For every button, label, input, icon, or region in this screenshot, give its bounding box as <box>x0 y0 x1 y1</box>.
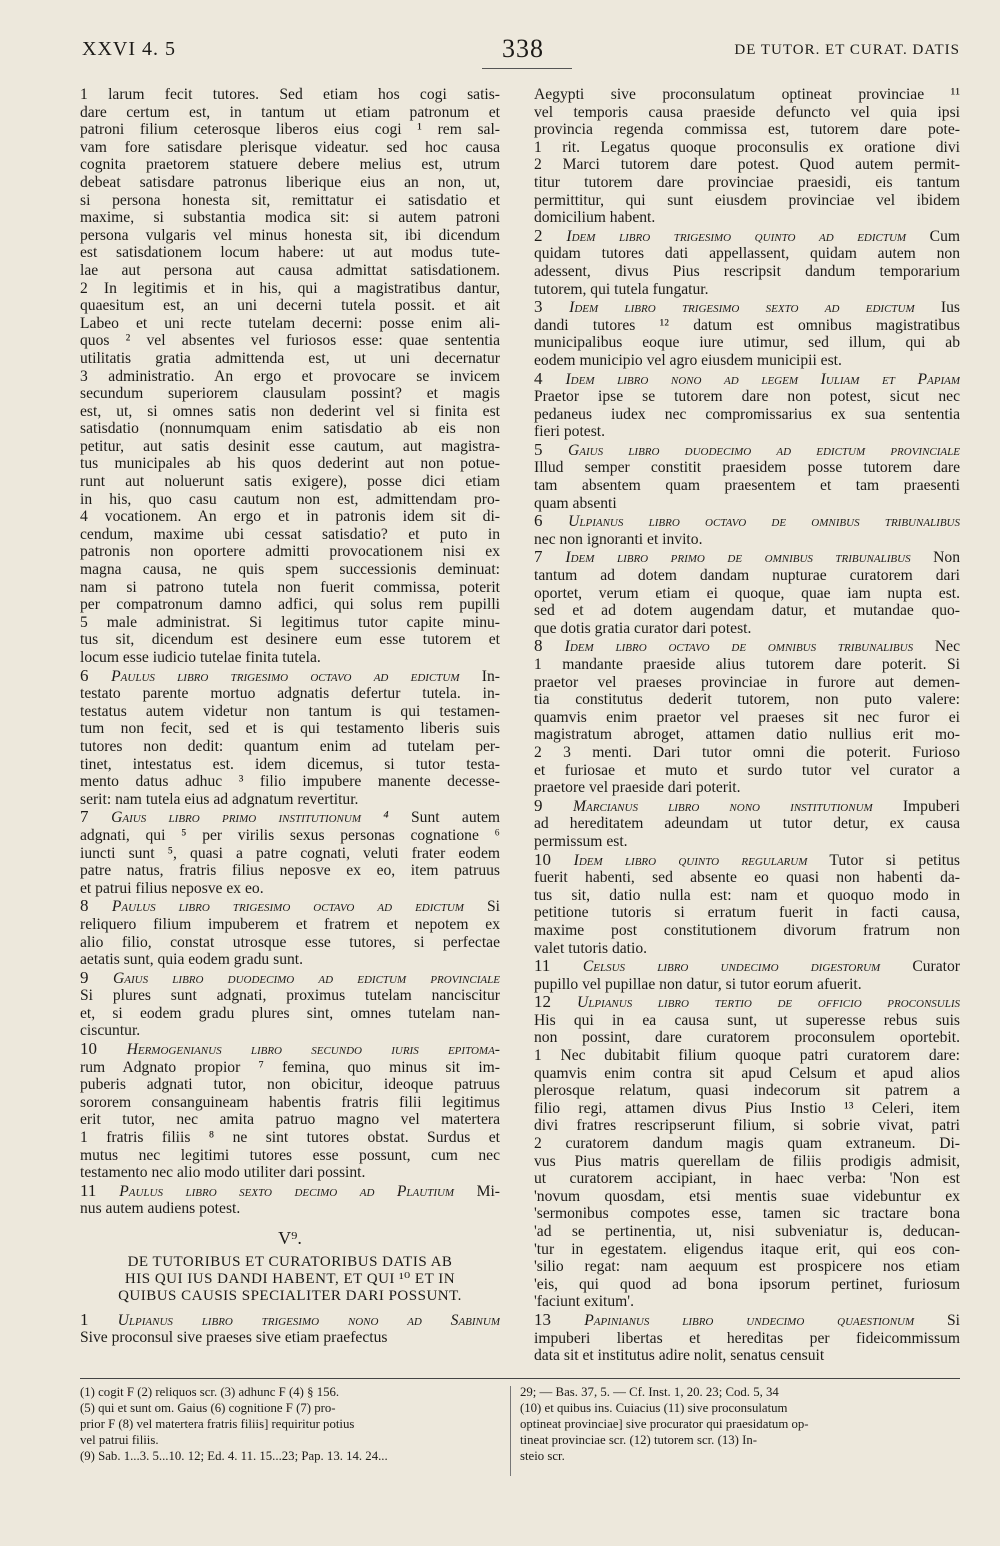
text-line: maxime, si substantia modica sit: si autem patroni <box>80 209 500 227</box>
text-line: Aegypti sive proconsulatum optineat provinciae ¹¹ <box>534 86 960 103</box>
text-line: tantum ad dotem dandam nupturae curatorem dari <box>534 567 960 585</box>
text-line: tum non fecit, sed et is qui testamento liberis suis <box>80 720 500 738</box>
text-line: dandi tutores ¹² datum est omnibus magistratibus <box>534 316 960 334</box>
text-line: non possint, dare curatorem proconsulem oportebit. <box>534 1029 960 1047</box>
running-header <box>82 30 960 70</box>
text-line: tia constitutus dederit tutorem, non puto valere: <box>534 691 960 709</box>
text-line: cognita praetorem statuere debere melius est, utrum <box>80 156 500 174</box>
text-line: Praetor ipse se tutorem dare non potest, sicut nec <box>534 388 960 406</box>
text-line: data sit et institutus adire nolit, senatus censuit <box>534 1347 825 1365</box>
text-line: nus autem audiens potest. <box>80 1200 241 1218</box>
text-line: nec non ignoranti et invito. <box>534 530 703 548</box>
text-line: erit tutor, nec amita patruo magno vel matertera <box>80 1111 500 1129</box>
text-line: vus Pius matris querellam de filiis prodigis admisit, <box>534 1152 960 1170</box>
text-line: lae aut persona aut causa admittat satisdationem. <box>80 261 500 279</box>
fragment-text: Si <box>463 898 500 916</box>
text-line: eodem municipio vel agro eiusdem municipii est. <box>534 351 842 369</box>
section-reference: XXVI 4. 5 <box>82 38 176 60</box>
text-line: oportet, verum etiam ei quoque, quae iam nupta est. <box>534 584 960 602</box>
text-line: utilitatis gratia admittenda est, ut uni decernatur <box>80 349 500 367</box>
text-line: 1 Nec dubitabit filium quoque patri curatorem dare: <box>534 1047 960 1065</box>
footnote-line: tineat provinciae scr. (12) tutorem scr. (13) In- <box>520 1433 758 1447</box>
text-line: ad hereditatem adeundam ut tutor detur, ex causa <box>534 815 960 833</box>
fragment-heading <box>534 851 960 870</box>
fragment-number: 10 <box>534 850 574 869</box>
fragment-heading <box>80 969 500 988</box>
text-line: 2 curatorem dandum magis quam extraneum. Di- <box>534 1135 960 1153</box>
text-line: et, si eodem gradu plures sint, omnes tutelam nan- <box>80 1004 500 1022</box>
text-line: quidam tutores dati appellassent, quidam autem non <box>534 245 960 263</box>
fragment-author: Paulus libro trigesimo octavo ad edictum <box>111 898 464 916</box>
text-line: His qui in ea causa sunt, ut superesse rebus suis <box>534 1011 960 1029</box>
text-line: municipalibus eoque iure utimur, sed illum, qui ab <box>534 334 960 352</box>
text-line: 1 fratris filiis ⁸ ne sint tutores obstat. Surdus et <box>80 1129 500 1147</box>
text-line: vel temporis causa praeside defuncto vel quia ipsi <box>534 103 960 121</box>
fragment-number: 12 <box>534 993 577 1012</box>
text-line: magistratum abroget, attamen datio nullius erit mo- <box>534 726 960 744</box>
text-line: permissum est. <box>534 832 628 850</box>
fragment-heading <box>534 298 960 317</box>
fragment-author: Ulpianus libro octavo de omnibus tribunalibus <box>568 513 960 531</box>
left-column <box>80 86 500 1347</box>
text-line: locum esse iudicio tutelae finita tutela. <box>80 649 321 666</box>
text-line: adessent, divus Pius rescripsit dandum temporarium <box>534 262 960 280</box>
text-line: 2 In legitimis et in his, qui a magistratibus dantur, <box>80 279 500 297</box>
text-line: patroni filium ceterosque liberos eius cogi ¹ rem sal- <box>80 121 500 139</box>
fragment-number: 11 <box>80 1181 120 1200</box>
fragment-heading <box>534 512 960 531</box>
fragment-author: Idem libro trigesimo sexto ad edictum <box>569 299 915 317</box>
fragment-number: 4 <box>534 369 566 388</box>
fragment-author: Gaius libro duodecimo ad edictum provinciale <box>113 969 500 987</box>
text-line: 'tur in egestatem. eligendus itaque erit, qui eos con- <box>534 1240 960 1258</box>
fragment-text: Cum <box>906 227 960 245</box>
header-rule <box>482 68 572 69</box>
title-heading <box>80 1230 500 1305</box>
text-line: Si plures sunt adgnati, proximus tutelam nanciscitur <box>80 987 500 1005</box>
fragment-number: 3 <box>534 298 570 317</box>
text-line: magna causa, ne quis spem successionis deminuat: <box>80 561 500 579</box>
text-line: 1 rit. Legatus quoque proconsulis ex oratione divi <box>534 138 960 156</box>
footnote-line: steio scr. <box>520 1449 565 1463</box>
title-line: DE TUTORIBUS ET CURATORIBUS DATIS AB <box>127 1253 453 1270</box>
text-line: testatus autem videtur non tantum is qui testamen- <box>80 702 500 720</box>
text-line: fieri potest. <box>534 423 606 441</box>
text-line: et furiosae et muto et surdo tutor vel curator a <box>534 761 960 779</box>
text-line: tus sit, dicendum est desinere eum esse tutorem et <box>80 631 500 649</box>
text-line: domicilium habent. <box>534 209 656 227</box>
text-line: persona vulgaris vel minus honesta sit, ibi dicendum <box>80 226 500 244</box>
text-line: patre natus, fratris filius neposve ex eo, item patruus <box>80 862 500 880</box>
text-line: quamvis enim praetor vel praeses sit nec furor ei <box>534 708 960 726</box>
fragment-number: 9 <box>80 968 114 987</box>
text-line: per compatronum damno adfici, qui solus rem pupilli <box>80 596 500 614</box>
footnotes-right <box>520 1384 960 1464</box>
text-line: quos ² vel absentes vel furiosos esse: quae sententia <box>80 332 500 350</box>
fragment-author: Hermogenianus libro secundo iuris epitoma- <box>126 1041 500 1059</box>
fragment-author: Gaius libro primo institutionum ⁴ <box>111 809 389 827</box>
fragment-number: 8 <box>534 637 565 656</box>
text-line: patronis non oportere admitti provocationem nisi ex <box>80 543 500 561</box>
fragment-text: Nec <box>913 638 960 656</box>
text-line: 'ad se pertinentia, ut, nisi subveniatur is, deducan- <box>534 1223 960 1240</box>
text-line: fuerit habenti, sed absente eo quasi non habenti da- <box>534 869 960 887</box>
footnote-line: (9) Sab. 1...3. 5...10. 12; Ed. 4. 11. 15...23; Pap. 13. 14. 24... <box>80 1449 388 1463</box>
text-line: provincia regenda commissa est, tutorem dare pote- <box>534 121 960 139</box>
text-line: pupillo vel pupillae non datur, si tutor eorum afuerit. <box>534 975 862 993</box>
text-line: tus municipales ab his quos dederint aut non potue- <box>80 455 500 473</box>
text-line: petitione tutoris si erratum fuerit in facti causa, <box>534 904 960 922</box>
text-line: maxime post constitutionem divorum fratrum non <box>534 921 960 939</box>
title-line: QUIBUS CAUSIS SPECIALITER DARI POSSUNT. <box>118 1287 462 1304</box>
fragment-author: Gaius libro duodecimo ad edictum provinciale <box>568 441 960 459</box>
text-line: satisdatio (nonnumquam enim satisdatio ab eis non <box>80 420 500 438</box>
text-line: quam absenti <box>534 494 617 512</box>
text-line: quamvis enim contra sit apud Celsum et apud alios <box>534 1064 960 1082</box>
text-line: impuberi libertas et hereditas per fideicommissum <box>534 1329 960 1347</box>
title-line: HIS QUI IUS DANDI HABENT, ET QUI ¹⁰ ET IN <box>124 1270 456 1287</box>
text-line: 1 mandante praeside alius tutorem dare poterit. Si <box>534 656 960 673</box>
text-line: divi fratres rescripserunt filium, si sobrie vivat, patri <box>534 1117 960 1135</box>
fragment-heading <box>534 797 960 816</box>
text-line: 'silio regat: nam aequum est prospicere nos etiam <box>534 1258 960 1276</box>
fragment-number: 8 <box>80 897 112 916</box>
footnote-line: prior F (8) vel matertera fratris filiis] requiritur potius <box>80 1417 355 1431</box>
text-line: que dotis gratia curator dari potest. <box>534 619 752 637</box>
text-line: aetatis sunt, quia eodem gradu sunt. <box>80 951 304 969</box>
text-line: secundum superiorem clausulam possint? et magis <box>80 385 500 403</box>
footnote-line: (1) cogit F (2) reliquos scr. (3) adhunc F (4) § 156. <box>80 1385 340 1399</box>
fragment-author: Ulpianus libro trigesimo nono ad Sabinum <box>117 1311 500 1329</box>
text-line: praetor vel praeses provinciae in furore aut demen- <box>534 673 960 691</box>
text-line: permittitur, qui sunt eiusdem provinciae vel ibidem <box>534 191 960 209</box>
fragment-author: Idem libro nono ad legem Iuliam et Papiam <box>565 370 960 388</box>
text-line: testamento nec alio modo utiliter dari possint. <box>80 1164 366 1182</box>
text-line: 4 vocationem. An ergo et in patronis idem sit di- <box>80 508 500 526</box>
text-line: dare certum est, in tantum ut etiam patronum et <box>80 103 500 121</box>
fragment-number: 9 <box>534 796 574 815</box>
running-title: DE TUTOR. ET CURAT. DATIS <box>734 42 960 58</box>
text-line: si persona honesta sit, remittatur ei satisdatio et <box>80 191 500 209</box>
fragment-heading <box>534 993 960 1012</box>
text-line: mutus nec legitimi tutores esse possunt, cum nec <box>80 1146 500 1164</box>
fragment-author: Idem libro primo de omnibus tribunalibus <box>565 549 911 567</box>
fragment-text: Tutor si petitus <box>807 851 960 869</box>
page-number: 338 <box>502 34 544 63</box>
fragment-heading <box>80 1182 500 1201</box>
fragment-text: Impuberi <box>872 797 960 815</box>
fragment-heading <box>80 808 500 827</box>
fragment-author: Idem libro trigesimo quinto ad edictum <box>566 227 907 245</box>
text-line: 5 male administrat. Si legitimus tutor capite minu- <box>80 613 500 631</box>
footnote-line: 29; — Bas. 37, 5. — Cf. Inst. 1, 20. 23; Cod. 5, 34 <box>520 1385 779 1399</box>
fragment-heading <box>534 957 960 976</box>
footnote-line: vel patrui filiis. <box>80 1433 159 1447</box>
text-line: vam fore satisdare plerisque videatur. sed hoc causa <box>80 138 500 156</box>
fragment-heading <box>534 370 960 389</box>
fragment-text: Sunt autem <box>388 809 500 827</box>
text-line: in his, quo casu cautum non est, admittendam pro- <box>80 490 500 508</box>
fragment-number: 10 <box>80 1040 127 1059</box>
text-line: tam absentem quam praesentem et tam praesenti <box>534 477 960 495</box>
text-line: 'eis, qui quod ad bona ipsorum pertinet, furiosum <box>534 1275 960 1293</box>
fragment-author: Idem libro quinto regularum <box>573 851 808 869</box>
text-line: pedaneus iudex nec compromissarius ex sua sententia <box>534 405 960 423</box>
fragment-number: 6 <box>534 512 569 531</box>
fragment-text: Mi- <box>454 1182 500 1200</box>
fragment-heading <box>80 1040 500 1059</box>
fragment-heading <box>534 227 960 246</box>
fragment-text: Curator <box>880 958 960 976</box>
fragment-heading <box>534 637 960 656</box>
text-line: tutores non dedit: quantum enim ad tutelam per- <box>80 737 500 755</box>
fragment-heading <box>534 1311 960 1330</box>
fragment-author: Papinianus libro undecimo quaestionum <box>584 1311 915 1329</box>
text-line: 1 larum fecit tutores. Sed etiam hos cogi satis- <box>80 86 500 103</box>
text-line: Sive proconsul sive praeses sive etiam praefectus <box>80 1329 388 1347</box>
text-line: petitur, aut satis desinit esse cautum, aut magistra- <box>80 437 500 455</box>
text-line: ut curatorem accipiant, in haec verba: 'Non est <box>534 1170 960 1188</box>
text-line: quaesitum est, an uni decerni tutela possit. et ait <box>80 297 500 315</box>
fragment-heading <box>80 1311 500 1330</box>
text-line: plerosque relatum, quasi indecorum sit patrem a <box>534 1082 960 1100</box>
text-line: runt aut noluerunt satis exigere), posse dici etiam <box>80 473 500 491</box>
footnote-line: (10) et quibus ins. Cuiacius (11) sive proconsulatum <box>520 1401 788 1415</box>
fragment-author: Idem libro octavo de omnibus tribunalibus <box>564 638 914 656</box>
fragment-number: 7 <box>534 548 566 567</box>
text-line: iuncti sunt ⁵, quasi a patre cognati, veluti frater eodem <box>80 844 500 862</box>
fragment-text: Ius <box>914 299 960 317</box>
text-line: debeat satisdare patronus liberique eius an non, ut, <box>80 173 500 191</box>
fragment-number: 7 <box>80 808 112 827</box>
fragment-text: Si <box>914 1311 960 1329</box>
fragment-number: 2 <box>534 226 567 245</box>
text-line: adgnati, qui ⁵ per virilis sexus personas cognatione ⁶ <box>80 826 500 844</box>
text-line: reliquero filium impuberem et fratrem et nepotem ex <box>80 915 500 933</box>
text-line: alio filio, constat utrosque esse tutores, si perfectae <box>80 933 500 951</box>
fragment-author: Ulpianus libro tertio de officio proconsulis <box>576 994 960 1012</box>
fragment-author: Marcianus libro nono institutionum <box>573 797 873 815</box>
fragment-number: 13 <box>534 1310 585 1329</box>
text-line: et patrui filius neposve ex eo. <box>80 879 264 897</box>
text-line: 2 3 menti. Dari tutor omni die poterit. Furioso <box>534 743 960 761</box>
fragment-heading <box>80 667 500 686</box>
footnote-line: (5) qui et sunt om. Gaius (6) cognitione F (7) pro- <box>80 1401 336 1415</box>
fragment-author: Paulus libro trigesimo octavo ad edictum <box>111 667 460 685</box>
fragment-number: 5 <box>534 440 569 459</box>
text-line: 'faciunt exitum'. <box>534 1293 635 1311</box>
text-line: est, ut, si omnes satis non dederint vel si finita est <box>80 402 500 420</box>
fragment-heading <box>534 548 960 567</box>
footnote-divider <box>510 1386 511 1476</box>
fragment-text: Non <box>910 549 960 567</box>
text-line: tus sit, datio nulla est: nam et quoquo modo in <box>534 886 960 904</box>
footnotes-left <box>80 1384 500 1464</box>
text-line: valet tutoris datio. <box>534 939 648 957</box>
text-line: testato parente mortuo adgnatis defertur tutela. in- <box>80 685 500 703</box>
text-line: sororem consanguineam habentis fratris filii legitimus <box>80 1093 500 1111</box>
text-line: est satisdationem locum habere: ut aut modus tute- <box>80 244 500 262</box>
fragment-heading <box>534 441 960 460</box>
text-line: nam si patrono tutela non fuerit commissa, poterit <box>80 578 500 596</box>
text-line: 2 Marci tutorem dare potest. Quod autem permit- <box>534 156 960 174</box>
text-line: puberis adgnati tutor, non obicitur, ideoque patruus <box>80 1076 500 1094</box>
text-line: rum Adgnato propior ⁷ femina, quo minus sit im- <box>80 1058 500 1076</box>
text-line: tutorem, qui tutela fungatur. <box>534 280 709 298</box>
fragment-author: Celsus libro undecimo digestorum <box>582 958 881 976</box>
fragment-text: In- <box>459 667 500 685</box>
text-line: filio regi, attamen divus Pius Instio ¹³ Celeri, item <box>534 1099 960 1117</box>
fragment-author: Paulus libro sexto decimo ad Plautium <box>119 1182 455 1200</box>
text-line: serit: nam tutela eius ad adgnatum revertitur. <box>80 790 359 808</box>
title-number: V⁹. <box>278 1228 302 1248</box>
text-line: 'novum quosdam, etsi mentis suae videbuntur ex <box>534 1187 960 1205</box>
text-line: Labeo et uni recte tutelam decerni: posse enim ali- <box>80 314 500 332</box>
fragment-heading <box>80 897 500 916</box>
footnote-line: optineat provinciae] sive procurator qui praesidatum op- <box>520 1417 809 1431</box>
text-line: mento datus adhuc ³ filio impubere manente decesse- <box>80 773 500 791</box>
text-line: ciscuntur. <box>80 1022 141 1040</box>
text-line: cendum, maxime ubi cessat satisdatio? et puto in <box>80 525 500 543</box>
text-line: titur tutorem dare provinciae praesidi, eis tantum <box>534 173 960 191</box>
fragment-number: 6 <box>80 666 112 685</box>
fragment-number: 1 <box>80 1310 118 1329</box>
fragment-number: 11 <box>534 957 583 976</box>
text-line: praetore vel praeside dari poterit. <box>534 779 741 797</box>
text-line: Illud semper constitit praesidem posse tutorem dare <box>534 459 960 477</box>
text-line: tinet, intestatus est. idem dicemus, si tutor testa- <box>80 755 500 773</box>
text-line: sed et ad dotem augendam datur, et mutandae quo- <box>534 602 960 620</box>
text-line: 3 administratio. An ergo et provocare se invicem <box>80 367 500 385</box>
footnote-rule <box>80 1378 960 1379</box>
right-column <box>534 86 960 1365</box>
text-line: 'sermonibus compotes esse, tamen sic tractare bona <box>534 1205 960 1223</box>
